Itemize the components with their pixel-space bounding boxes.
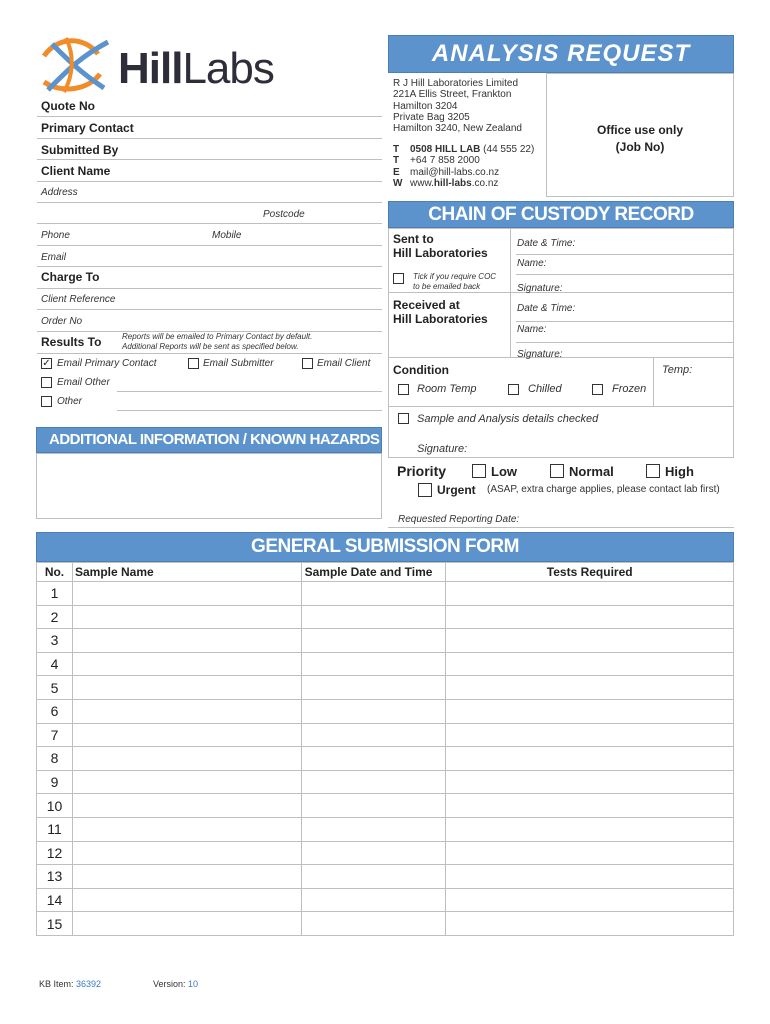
chilled-checkbox[interactable] [508, 384, 519, 395]
order-no-label: Order No [41, 316, 83, 327]
version-label: Version: [153, 979, 186, 989]
office-use-label [546, 122, 734, 156]
kb-value: 36392 [76, 979, 102, 989]
sample-name-cell[interactable] [72, 582, 301, 606]
sample-date-cell[interactable] [301, 794, 446, 818]
tests-cell[interactable] [446, 794, 734, 818]
email-client-checkbox[interactable] [302, 358, 313, 369]
client-name-label: Client Name [41, 164, 111, 178]
office-use-line2: (Job No) [615, 140, 665, 154]
tests-cell[interactable] [446, 582, 734, 606]
email-submitter-checkbox[interactable] [188, 358, 199, 369]
address-line: 221A Ellis Street, Frankton [393, 89, 512, 101]
sample-date-cell[interactable] [301, 865, 446, 889]
row-number: 8 [37, 747, 73, 771]
charge-to-label: Charge To [41, 270, 100, 284]
sample-date-cell[interactable] [301, 817, 446, 841]
email-other-checkbox[interactable] [41, 377, 52, 388]
col-sample-date-header: Sample Date and Time [301, 563, 446, 582]
other-checkbox[interactable] [41, 396, 52, 407]
row-number: 13 [37, 865, 73, 889]
analysis-request-banner: ANALYSIS REQUEST [388, 35, 734, 73]
sample-name-cell[interactable] [72, 699, 301, 723]
sample-table [36, 562, 734, 936]
row-number: 6 [37, 699, 73, 723]
sample-name-cell[interactable] [72, 770, 301, 794]
frozen-checkbox[interactable] [592, 384, 603, 395]
phone-label: T [393, 155, 400, 167]
sample-date-cell[interactable] [301, 629, 446, 653]
sent-to-line: Sent to [393, 232, 434, 246]
received-name-label: Name: [517, 324, 547, 335]
logo-mark-icon [38, 34, 116, 96]
sample-date-cell[interactable] [301, 747, 446, 771]
table-row [37, 817, 734, 841]
sample-date-cell[interactable] [301, 770, 446, 794]
results-note [122, 332, 312, 352]
other-label: Other [57, 396, 83, 407]
sample-date-cell[interactable] [301, 699, 446, 723]
lab-address [393, 78, 522, 134]
sent-name-label: Name: [517, 258, 547, 269]
priority-label: Priority [397, 463, 447, 479]
tests-cell[interactable] [446, 723, 734, 747]
results-note-line: Additional Reports will be sent as specified below. [122, 342, 299, 351]
phone-number: +64 7 858 2000 [410, 155, 480, 167]
sample-name-cell[interactable] [72, 817, 301, 841]
version [153, 979, 198, 989]
coc-checkbox[interactable] [393, 273, 404, 284]
received-line: Hill Laboratories [393, 312, 488, 326]
row-number: 10 [37, 794, 73, 818]
hazards-banner: ADDITIONAL INFORMATION / KNOWN HAZARDS [36, 427, 382, 453]
email-submitter-label: Email Submitter [203, 358, 274, 369]
requested-date-label: Requested Reporting Date: [398, 514, 520, 525]
address-line: R J Hill Laboratories Limited [393, 78, 519, 89]
sample-name-cell[interactable] [72, 888, 301, 912]
table-row [37, 676, 734, 700]
tests-cell[interactable] [446, 770, 734, 794]
primary-contact-label: Primary Contact [41, 121, 134, 135]
coc-note [413, 272, 496, 292]
quote-no-label: Quote No [41, 99, 95, 113]
sent-to-label [393, 232, 488, 260]
submission-banner: GENERAL SUBMISSION FORM [36, 532, 734, 562]
tests-cell[interactable] [446, 676, 734, 700]
sample-name-cell[interactable] [72, 676, 301, 700]
sent-date-label: Date & Time: [517, 238, 576, 249]
sample-date-cell[interactable] [301, 888, 446, 912]
row-number: 7 [37, 723, 73, 747]
urgent-label: Urgent [437, 483, 476, 497]
sample-name-cell[interactable] [72, 747, 301, 771]
web-label: W [393, 177, 403, 189]
row-number: 1 [37, 582, 73, 606]
high-label: High [665, 464, 694, 479]
row-number: 11 [37, 817, 73, 841]
tests-cell[interactable] [446, 912, 734, 936]
client-reference-label: Client Reference [41, 294, 116, 305]
frozen-label: Frozen [612, 383, 647, 395]
hill-labs-logo [38, 34, 308, 96]
postcode-label: Postcode [263, 209, 305, 220]
row-number: 4 [37, 652, 73, 676]
row-number: 12 [37, 841, 73, 865]
sample-name-cell[interactable] [72, 629, 301, 653]
mobile-label: Mobile [212, 230, 242, 241]
custody-banner: CHAIN OF CUSTODY RECORD [388, 201, 734, 228]
row-number: 2 [37, 605, 73, 629]
email-label: Email [41, 252, 67, 263]
received-date-label: Date & Time: [517, 303, 576, 314]
address-line: Hamilton 3240, New Zealand [393, 123, 522, 135]
table-row [37, 747, 734, 771]
email-label: E [393, 166, 400, 178]
hazards-box[interactable] [36, 453, 382, 519]
lab-email[interactable]: mail@hill-labs.co.nz [410, 166, 500, 178]
col-no-header: No. [37, 563, 73, 582]
table-row [37, 888, 734, 912]
sample-name-cell[interactable] [72, 841, 301, 865]
phone-label: T [393, 144, 400, 155]
room-temp-checkbox[interactable] [398, 384, 409, 395]
sample-name-cell[interactable] [72, 794, 301, 818]
table-row [37, 912, 734, 936]
coc-note-line: to be emailed back [413, 282, 481, 291]
coc-note-line: Tick if you require COC [413, 272, 497, 281]
email-client-label: Email Client [317, 358, 371, 369]
table-row [37, 794, 734, 818]
sample-date-cell[interactable] [301, 605, 446, 629]
chilled-label: Chilled [528, 383, 562, 395]
tests-cell[interactable] [446, 841, 734, 865]
email-other-label: Email Other [57, 377, 110, 388]
urgent-note: (ASAP, extra charge applies, please contact lab first) [487, 484, 720, 495]
results-to-label: Results To [41, 335, 102, 349]
tests-cell[interactable] [446, 888, 734, 912]
row-number: 9 [37, 770, 73, 794]
temp-label: Temp: [662, 364, 693, 376]
kb-item [39, 979, 101, 989]
tests-cell[interactable] [446, 747, 734, 771]
sample-date-cell[interactable] [301, 582, 446, 606]
sample-checked-label: Sample and Analysis details checked [417, 413, 599, 425]
normal-label: Normal [569, 464, 614, 479]
sample-date-cell[interactable] [301, 841, 446, 865]
phone-label: Phone [41, 230, 70, 241]
sample-name-cell[interactable] [72, 605, 301, 629]
table-row [37, 770, 734, 794]
email-primary-checkbox[interactable]: ✓ [42, 358, 51, 369]
office-use-line1: Office use only [596, 123, 684, 137]
table-row [37, 652, 734, 676]
urgent-checkbox[interactable] [418, 483, 432, 497]
version-value: 10 [188, 979, 199, 989]
tests-cell[interactable] [446, 817, 734, 841]
sent-to-line: Hill Laboratories [393, 246, 488, 260]
tests-cell[interactable] [446, 699, 734, 723]
table-row [37, 629, 734, 653]
received-signature-label: Signature: [517, 349, 563, 360]
col-tests-header: Tests Required [446, 563, 734, 582]
address-label: Address [41, 187, 78, 198]
tests-cell[interactable] [446, 865, 734, 889]
tests-cell[interactable] [446, 652, 734, 676]
table-row [37, 605, 734, 629]
sample-date-cell[interactable] [301, 912, 446, 936]
checked-signature-label: Signature: [417, 443, 468, 455]
condition-label: Condition [393, 363, 449, 377]
table-row [37, 699, 734, 723]
sample-checked-checkbox[interactable] [398, 413, 409, 424]
freephone-digits: (44 555 22) [483, 144, 535, 155]
row-number: 14 [37, 888, 73, 912]
table-row [37, 723, 734, 747]
sample-name-cell[interactable] [72, 723, 301, 747]
freephone: 0508 HILL LAB [410, 144, 481, 155]
sent-signature-label: Signature: [517, 283, 563, 294]
normal-checkbox[interactable] [550, 464, 564, 478]
lab-website[interactable]: www.hill-labs.co.nz [410, 177, 499, 189]
tests-cell[interactable] [446, 605, 734, 629]
kb-label: KB Item: [39, 979, 74, 989]
low-checkbox[interactable] [472, 464, 486, 478]
sample-date-cell[interactable] [301, 652, 446, 676]
row-number: 5 [37, 676, 73, 700]
sample-name-cell[interactable] [72, 912, 301, 936]
address-line: Hamilton 3204 [393, 100, 458, 112]
sample-name-cell[interactable] [72, 865, 301, 889]
received-line: Received at [393, 298, 460, 312]
table-row [37, 841, 734, 865]
high-checkbox[interactable] [646, 464, 660, 478]
email-primary-label: Email Primary Contact [57, 358, 157, 369]
row-number: 3 [37, 629, 73, 653]
sample-date-cell[interactable] [301, 676, 446, 700]
table-row [37, 582, 734, 606]
table-row [37, 865, 734, 889]
logo-text: HillLabs [118, 44, 274, 93]
tests-cell[interactable] [446, 629, 734, 653]
sample-name-cell[interactable] [72, 652, 301, 676]
room-temp-label: Room Temp [417, 383, 477, 395]
sample-date-cell[interactable] [301, 723, 446, 747]
low-label: Low [491, 464, 517, 479]
row-number: 15 [37, 912, 73, 936]
submitted-by-label: Submitted By [41, 143, 119, 157]
received-at-label [393, 298, 488, 326]
results-note-line: Reports will be emailed to Primary Contact by default. [122, 332, 313, 341]
address-line: Private Bag 3205 [393, 111, 470, 123]
col-sample-name-header: Sample Name [72, 563, 301, 582]
lab-contacts [393, 144, 534, 189]
